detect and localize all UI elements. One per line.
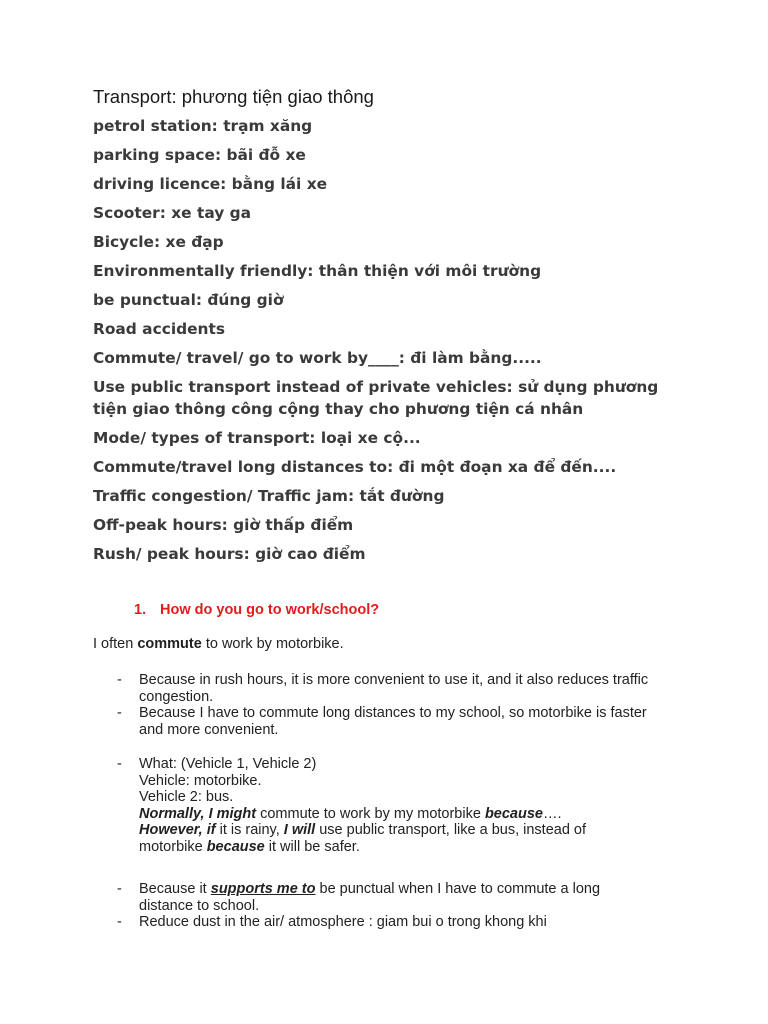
vocab-item: Commute/travel long distances to: đi một đoạn xa để đến.... <box>93 457 617 476</box>
vocab-item: be punctual: đúng giờ <box>93 291 284 309</box>
vocab-item: Off-peak hours: giờ thấp điểm <box>93 515 354 534</box>
what-text: use public transport, like a bus, instead of motorbike <box>139 822 587 855</box>
page-title: Transport: phương tiện giao thông <box>93 86 374 107</box>
vocab-item: Bicycle: xe đạp <box>93 233 224 251</box>
vocab-item: Use public transport instead of private vehicles: sử dụng phương tiện giao thông công cộng thay cho phương tiện cá nhân <box>93 378 659 418</box>
bullet-dash: - <box>117 705 122 721</box>
question-text: How do you go to work/school? <box>160 602 380 618</box>
vocab-item: petrol station: trạm xăng <box>93 117 313 135</box>
bullet-dash: - <box>117 672 122 688</box>
benefit-list <box>93 881 653 931</box>
reason-item <box>93 705 653 738</box>
reason-text: Because in rush hours, it is more convenient to use it, and it also reduces traffic congestion. <box>139 672 649 705</box>
what-line: Vehicle: motorbike. <box>139 772 262 789</box>
bullet-dash: - <box>117 756 122 772</box>
vocab-item: Traffic congestion/ Traffic jam: tắt đường <box>93 486 445 505</box>
benefit-text: Because it <box>139 881 211 897</box>
what-list <box>93 756 653 855</box>
vocab-item: parking space: bãi đỗ xe <box>93 146 306 164</box>
benefit-item <box>93 881 653 914</box>
what-text: commute to work by my motorbike <box>256 805 485 822</box>
what-text: …. <box>542 805 562 822</box>
vocab-list <box>93 116 683 573</box>
vocab-item: Rush/ peak hours: giờ cao điểm <box>93 544 366 563</box>
emphasis-text: because <box>484 805 543 822</box>
what-text: it will be safer. <box>264 838 360 855</box>
emphasis-text: I will <box>283 822 316 838</box>
question-heading <box>134 602 380 618</box>
what-text: it is rainy, <box>215 822 284 838</box>
benefit-text: Reduce dust in the air/ atmosphere : giam bui o trong khong khi <box>139 914 547 930</box>
emphasis-text: because <box>206 838 265 855</box>
bullet-dash: - <box>117 881 122 897</box>
what-item <box>93 756 653 855</box>
answer-sentence <box>93 636 344 652</box>
answer-text-pre: I often <box>93 636 138 652</box>
question-number: 1. <box>134 602 147 618</box>
emphasis-text: Normally, I might <box>139 805 257 822</box>
reason-text: Because I have to commute long distances to my school, so motorbike is faster and more convenient. <box>139 705 647 738</box>
reason-list <box>93 672 653 738</box>
vocab-item: Mode/ types of transport: loại xe cộ... <box>93 428 421 447</box>
vocab-item: Commute/ travel/ go to work by____: đi làm bằng..... <box>93 349 542 367</box>
emphasis-text: supports me to <box>210 881 316 897</box>
what-line: Vehicle 2: bus. <box>139 789 234 805</box>
answer-text-post: to work by motorbike. <box>201 636 344 652</box>
vocab-item: driving licence: bằng lái xe <box>93 175 328 193</box>
benefit-item <box>93 914 653 931</box>
bullet-dash: - <box>117 914 122 930</box>
benefit-text: be punctual when I have to commute a long distance to school. <box>139 881 601 914</box>
emphasis-text: However, if <box>139 822 216 838</box>
reason-item <box>93 672 653 705</box>
vocab-item: Scooter: xe tay ga <box>93 204 252 222</box>
vocab-item: Environmentally friendly: thân thiện với môi trường <box>93 262 542 280</box>
vocab-item: Road accidents <box>93 320 226 338</box>
answer-keyword: commute <box>137 636 202 652</box>
what-line: What: (Vehicle 1, Vehicle 2) <box>139 756 317 772</box>
